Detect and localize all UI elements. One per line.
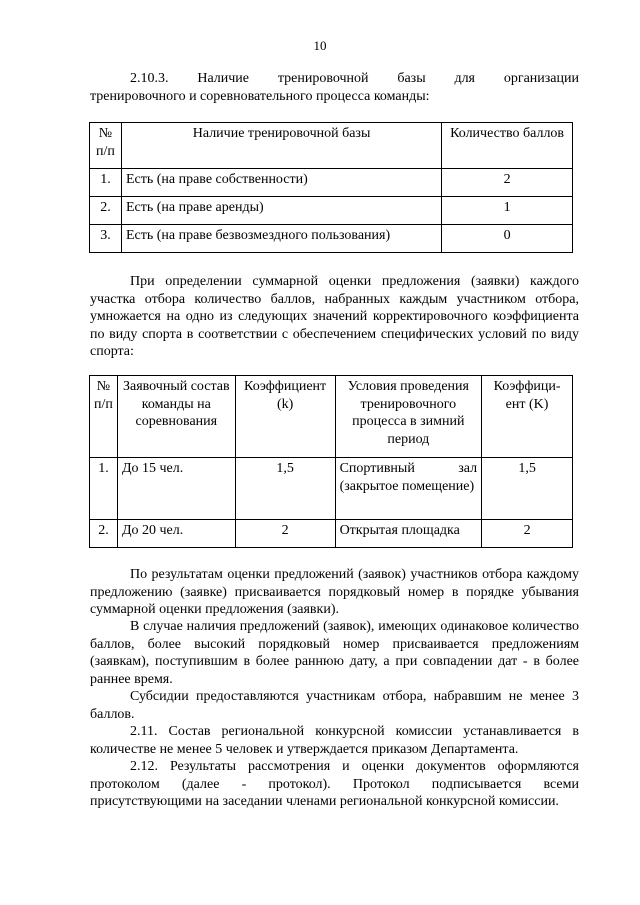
table-cell: 2. [90,197,122,225]
section-heading [90,70,579,88]
table-header-cell: Условия проведения тренировочного процесса в зимний период [335,376,482,458]
paragraph-2-12: 2.12. Результаты рассмотрения и оценки документов оформляются протоколом (далее - протокол). Протокол подписывается всеми присутствующими на заседании членами региональной конкурсной комиссии. [90,759,579,809]
table-cell: 2. [90,520,118,548]
table-header-cell: Наличие тренировочной базы [121,123,441,169]
coefficient-intro: При определении суммарной оценки предложения (заявки) каждого участка отбора количество баллов, набранных каждым участником отбора, умножается на одно из следующих значений корректировочного коэффициента по виду спорта в соответствии с обеспечением специфических условий по виду спорта: [90,274,579,359]
table-row [90,520,573,548]
table-cell: 1,5 [235,458,335,520]
section-heading-continued: тренировочного и соревновательного процесса команды: [90,89,430,104]
table-cell: Есть (на праве безвозмездного пользования) [121,225,441,253]
table-header-cell: Коэффициент (k) [235,376,335,458]
section-heading-line1: 2.10.3. Наличие тренировочной базы для организации [130,71,579,86]
table-cell: 2 [442,169,573,197]
table-cell: Спортивный зал (закрытое помещение) [335,458,482,520]
table-cell: 1,5 [482,458,573,520]
table-cell: 3. [90,225,122,253]
table-header-row [90,376,573,458]
table-cell: До 15 чел. [117,458,235,520]
table-header-row [90,123,573,169]
table-row [90,197,573,225]
table-row [90,225,573,253]
table-row [90,169,573,197]
table-header-cell: Количество баллов [442,123,573,169]
training-base-table [89,122,573,253]
table-cell: 1 [442,197,573,225]
table-cell: 1. [90,169,122,197]
paragraph-equal-points: В случае наличия предложений (заявок), имеющих одинаковое количество баллов, более высокий порядковый номер присваивается предложениям (заявкам), поступившим в более раннюю дату, а при совпадении дат - в более раннее время. [90,619,579,687]
table-cell: 2 [482,520,573,548]
table-cell: Открытая площадка [335,520,482,548]
coefficient-table [89,375,573,548]
paragraph-ranking: По результатам оценки предложений (заявок) участников отбора каждому предложению (заявке) присваивается порядковый номер в порядке убывания суммарной оценки предложения (заявки). [90,567,579,617]
table-cell: 1. [90,458,118,520]
table-row [90,458,573,520]
table-header-cell: № п/п [90,123,122,169]
paragraph-subsidies: Субсидии предоставляются участникам отбора, набравшим не менее 3 баллов. [90,689,579,722]
table-cell: 2 [235,520,335,548]
table-header-cell: № п/п [90,376,118,458]
table-header-cell: Коэффици-ент (K) [482,376,573,458]
table-header-cell: Заявочный состав команды на соревнования [117,376,235,458]
page-number: 10 [313,38,327,53]
table-cell: Есть (на праве собственности) [121,169,441,197]
table-cell: До 20 чел. [117,520,235,548]
table-cell: Есть (на праве аренды) [121,197,441,225]
table-cell: 0 [442,225,573,253]
paragraph-2-11: 2.11. Состав региональной конкурсной комиссии устанавливается в количестве не менее 5 человек и утверждается приказом Департамента. [90,724,579,757]
